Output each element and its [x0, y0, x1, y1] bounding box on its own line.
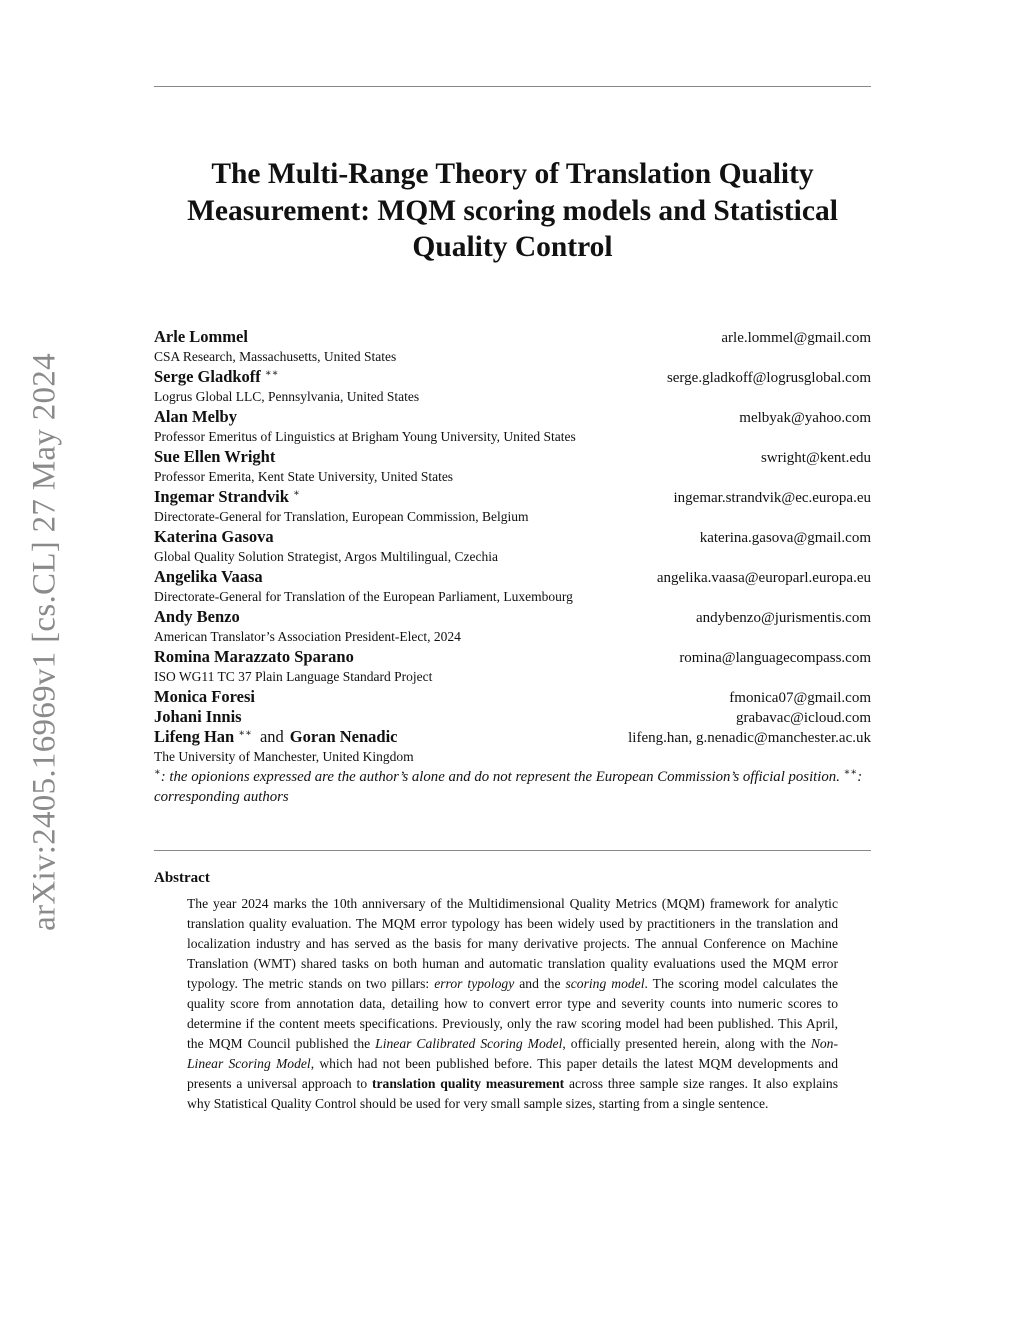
paper-title	[154, 156, 871, 266]
author-footnote: ∗: the opionions expressed are the author’s alone and do not represent the European Commission’s official position. ∗∗: corresponding authors	[154, 767, 863, 805]
top-rule	[154, 86, 871, 87]
author-name: Arle Lommel	[154, 327, 248, 346]
abstract-heading: Abstract	[154, 870, 210, 886]
author-affiliation: CSA Research, Massachusetts, United States	[154, 349, 397, 364]
author-block	[154, 327, 871, 807]
author-name: Alan Melby	[154, 407, 237, 426]
emphasis: Linear Calibrated Scoring Model	[375, 1036, 563, 1051]
author-email: lifeng.han, g.nenadic@manchester.ac.uk	[628, 730, 871, 746]
author-list	[154, 327, 871, 727]
emphasis: error typology	[434, 976, 515, 991]
author-name: Angelika Vaasa	[154, 567, 263, 586]
author-name: Lifeng Han ∗∗ and Goran Nenadic	[154, 727, 398, 746]
emphasis: Non-Linear Scoring Model	[187, 1036, 838, 1071]
author-email: ingemar.strandvik@ec.europa.eu	[673, 490, 871, 506]
author-affiliation: Professor Emeritus of Linguistics at Brigham Young University, United States	[154, 429, 576, 444]
author-row	[154, 487, 871, 507]
author-email: angelika.vaasa@europarl.europa.eu	[656, 570, 871, 586]
author-email: melbyak@yahoo.com	[739, 410, 871, 426]
author-name: Andy Benzo	[154, 607, 240, 626]
author-affiliation: Directorate-General for Translation, European Commission, Belgium	[154, 509, 529, 524]
bold-phrase: translation quality measurement	[371, 1076, 565, 1091]
author-mark: ∗	[293, 488, 300, 499]
author-name: Sue Ellen Wright	[154, 447, 276, 466]
author-row	[154, 407, 871, 427]
author-name: Monica Foresi	[154, 687, 255, 706]
author-row	[154, 727, 871, 747]
author-name: Ingemar Strandvik ∗	[154, 487, 300, 506]
author-name: Serge Gladkoff ∗∗	[154, 367, 279, 386]
emphasis: scoring model	[565, 976, 645, 991]
author-affiliation: The University of Manchester, United Kingdom	[154, 749, 414, 764]
author-email: serge.gladkoff@logrusglobal.com	[666, 370, 871, 386]
author-email: swright@kent.edu	[760, 450, 871, 466]
author-email: grabavac@icloud.com	[735, 710, 871, 726]
and-connector: and	[259, 727, 284, 746]
corresponding-mark: ∗∗	[238, 728, 252, 739]
abstract-rule	[154, 850, 871, 851]
abstract-body: The year 2024 marks the 10th anniversary of the Multidimensional Quality Metrics (MQM) framework for analytic translation quality evaluation. The MQM error typology has been widely used by practitioners in the translation and localization industry and has served as the basis for many derivative projects. The annual Conference on Machine Translation (WMT) shared tasks on both human and automatic translation quality evaluations used the MQM error typology. The metric stands on two pillars: error typology and the scoring model. The scoring model calculates the quality score from annotation data, detailing how to convert error type and severity counts into numeric scores to determine if the content meets specifications. Previously, only the raw scoring model had been published. This April, the MQM Council published the Linear Calibrated Scoring Model, officially presented herein, along with the Non-Linear Scoring Model, which had not been published before. This paper details the latest MQM developments and presents a universal approach to translation quality measurement across three sample size ranges. It also explains why Statistical Quality Control should be used for very small sample sizes, starting from a single sentence.	[187, 896, 839, 1111]
author-name: Romina Marazzato Sparano	[154, 647, 354, 666]
author-mark: ∗∗	[264, 368, 279, 379]
author-affiliation: ISO WG11 TC 37 Plain Language Standard Project	[154, 669, 433, 684]
author-row	[154, 707, 871, 727]
title-line: The Multi-Range Theory of Translation Quality	[211, 158, 814, 190]
author-row	[154, 527, 871, 547]
author-row	[154, 327, 871, 347]
author-row	[154, 687, 871, 707]
author-affiliation: American Translator’s Association President-Elect, 2024	[154, 629, 461, 644]
title-line: Quality Control	[412, 231, 613, 263]
author-email: romina@languagecompass.com	[679, 650, 871, 666]
title-line: Measurement: MQM scoring models and Statistical	[187, 194, 838, 227]
author-email: fmonica07@gmail.com	[729, 690, 871, 706]
author-affiliation: Global Quality Solution Strategist, Argos Multilingual, Czechia	[154, 549, 498, 564]
arxiv-stamp: arXiv:2405.16969v1 [cs.CL] 27 May 2024	[26, 353, 63, 931]
author-email: andybenzo@jurismentis.com	[695, 610, 871, 626]
author-affiliation: Professor Emerita, Kent State University, United States	[154, 469, 454, 484]
author-row	[154, 367, 871, 387]
author-name: Johani Innis	[154, 707, 242, 726]
author-name: Katerina Gasova	[154, 527, 274, 546]
author-affiliation: Logrus Global LLC, Pennsylvania, United States	[154, 389, 420, 404]
author-affiliation: Directorate-General for Translation of the European Parliament, Luxembourg	[154, 589, 573, 604]
author-email: arle.lommel@gmail.com	[721, 330, 871, 346]
author-row	[154, 567, 871, 587]
author-row	[154, 647, 871, 667]
author-row	[154, 447, 871, 467]
author-row	[154, 607, 871, 627]
author-email: katerina.gasova@gmail.com	[699, 530, 871, 546]
